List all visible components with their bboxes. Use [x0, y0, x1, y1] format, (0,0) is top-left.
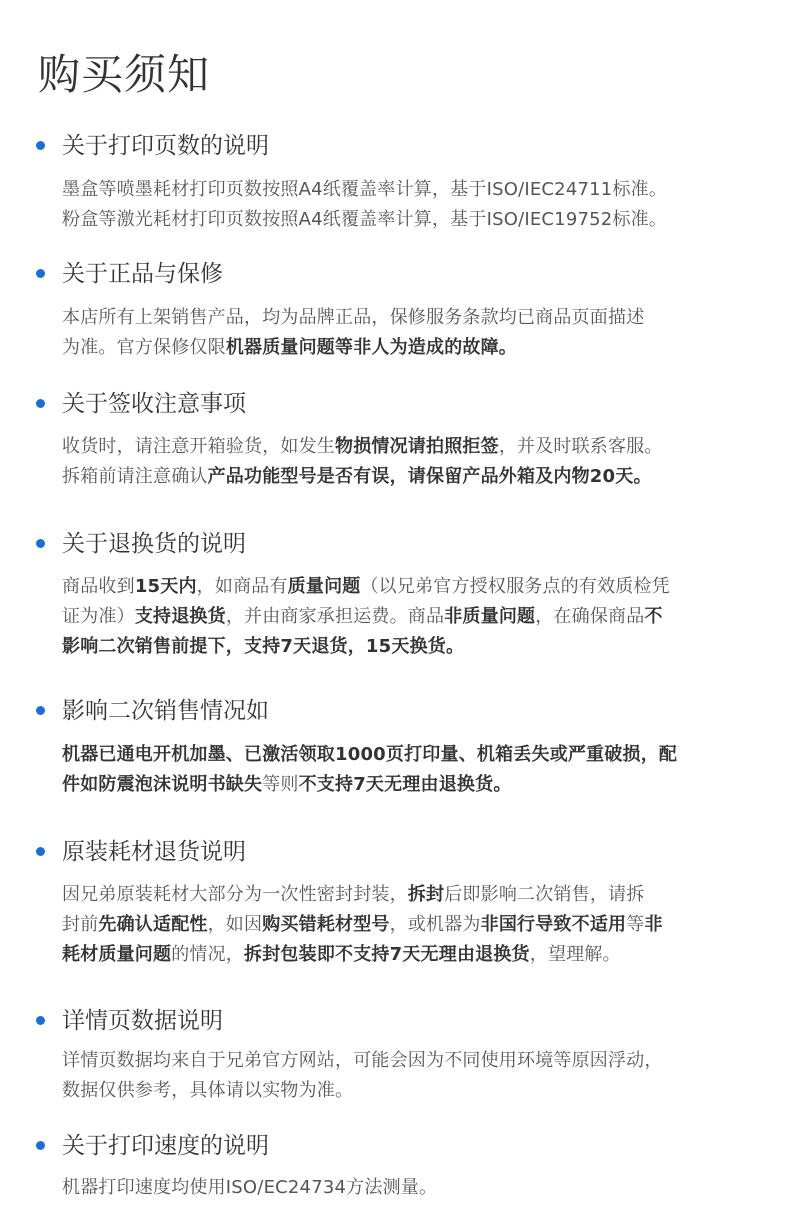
section-header	[0, 695, 790, 727]
emphasis-text: 非国行导致不适用	[480, 914, 627, 935]
body-text: 粉盒等激光耗材打印页数按照A4纸覆盖率计算，基于ISO/IEC19752标准。	[62, 209, 668, 230]
text-line	[62, 462, 752, 492]
emphasis-text: 15天内	[134, 576, 197, 597]
section-header	[0, 1005, 790, 1037]
text-line	[62, 910, 752, 940]
body-text: 拆箱前请注意确认	[62, 466, 208, 487]
emphasis-text: 产品功能型号是否有误，请保留产品外箱及内物20天。	[207, 466, 652, 487]
body-text: ，望理解。	[529, 944, 621, 965]
section-body	[62, 1173, 752, 1203]
emphasis-text: 物损情况请拍照拒签	[335, 436, 499, 457]
emphasis-text: 拆封包装即不支持7天无理由退换货	[244, 944, 530, 965]
body-text: ，如因	[207, 914, 263, 935]
emphasis-text: 件如防震泡沫说明书缺失	[62, 774, 263, 795]
section-header	[0, 1130, 790, 1162]
bullet-dot-icon	[36, 269, 45, 278]
section-title: 关于正品与保修	[62, 261, 223, 287]
page-title: 购买须知	[38, 50, 211, 99]
section-title: 原装耗材退货说明	[62, 839, 246, 865]
section-title: 关于退换货的说明	[62, 531, 246, 557]
emphasis-text: 质量问题	[287, 576, 361, 597]
body-text: （以兄弟官方授权服务点的有效质检凭	[360, 576, 670, 597]
bullet-dot-icon	[36, 539, 45, 548]
body-text: 数据仅供参考，具体请以实物为准。	[62, 1080, 354, 1101]
text-line	[62, 572, 752, 602]
text-line	[62, 175, 752, 205]
body-text: 墨盒等喷墨耗材打印页数按照A4纸覆盖率计算，基于ISO/IEC24711标准。	[62, 179, 668, 200]
emphasis-text: 购买错耗材型号	[262, 914, 390, 935]
body-text: 为准。官方保修仅限	[62, 337, 226, 358]
section-title: 详情页数据说明	[62, 1008, 223, 1034]
section-body	[62, 432, 752, 492]
text-line	[62, 432, 752, 462]
text-line	[62, 1076, 752, 1106]
section-title: 关于打印页数的说明	[62, 133, 269, 159]
emphasis-text: 先确认适配性	[98, 914, 208, 935]
section-title: 影响二次销售情况如	[62, 698, 269, 724]
body-text: ，并及时联系客服。	[498, 436, 663, 457]
section-body	[62, 303, 752, 363]
section-header	[0, 130, 790, 162]
bullet-dot-icon	[36, 1016, 45, 1025]
body-text: 本店所有上架销售产品，均为品牌正品，保修服务条款均已商品页面描述	[62, 307, 645, 328]
section-header	[0, 528, 790, 560]
emphasis-text: 非	[644, 914, 663, 935]
body-text: 证为准）	[62, 606, 135, 627]
body-text: ，并由商家承担运费。商品	[225, 606, 445, 627]
body-text: 等则	[262, 774, 299, 795]
body-text: 等	[626, 914, 645, 935]
body-text: ，在确保商品	[535, 606, 645, 627]
body-text: ，或机器为	[389, 914, 481, 935]
body-text: 商品收到	[62, 576, 135, 597]
emphasis-text: 非质量问题	[444, 606, 536, 627]
emphasis-text: 不	[644, 606, 663, 627]
text-line	[62, 1046, 752, 1076]
section-title: 关于签收注意事项	[62, 391, 246, 417]
body-text: 的情况，	[171, 944, 245, 965]
section-body	[62, 572, 752, 662]
bullet-dot-icon	[36, 399, 45, 408]
emphasis-text: 耗材质量问题	[62, 944, 172, 965]
section-header	[0, 836, 790, 868]
text-line	[62, 880, 752, 910]
bullet-dot-icon	[36, 1141, 45, 1150]
text-line	[62, 1173, 752, 1203]
text-line	[62, 740, 752, 770]
body-text: 详情页数据均来自于兄弟官方网站，可能会因为不同使用环境等原因浮动，	[62, 1050, 663, 1071]
text-line	[62, 940, 752, 970]
body-text: 机器打印速度均使用ISO/EC24734方法测量。	[62, 1177, 438, 1198]
text-line	[62, 205, 752, 235]
body-text: ，如商品有	[196, 576, 288, 597]
emphasis-text: 支持退换货	[134, 606, 226, 627]
section-body	[62, 1046, 752, 1106]
emphasis-text: 不支持7天无理由退换货。	[298, 774, 512, 795]
body-text: 封前	[62, 914, 99, 935]
bullet-dot-icon	[36, 141, 45, 150]
bullet-dot-icon	[36, 847, 45, 856]
emphasis-text: 影响二次销售前提下，支持7天退货，15天换货。	[62, 636, 465, 657]
emphasis-text: 机器已通电开机加墨、已激活领取1000页打印量、机箱丢失或严重破损，配	[62, 744, 678, 765]
body-text: 因兄弟原装耗材大部分为一次性密封封装，	[62, 884, 408, 905]
section-body	[62, 175, 752, 235]
text-line	[62, 303, 752, 333]
section-body	[62, 880, 752, 970]
section-header	[0, 258, 790, 290]
body-text: 收货时，请注意开箱验货，如发生	[62, 436, 335, 457]
section-body	[62, 740, 752, 800]
emphasis-text: 机器质量问题等非人为造成的故障。	[225, 337, 518, 358]
section-title: 关于打印速度的说明	[62, 1133, 269, 1159]
emphasis-text: 拆封	[407, 884, 445, 905]
text-line	[62, 770, 752, 800]
body-text: 后即影响二次销售，请拆	[444, 884, 645, 905]
section-header	[0, 388, 790, 420]
bullet-dot-icon	[36, 706, 45, 715]
text-line	[62, 632, 752, 662]
text-line	[62, 333, 752, 363]
text-line	[62, 602, 752, 632]
